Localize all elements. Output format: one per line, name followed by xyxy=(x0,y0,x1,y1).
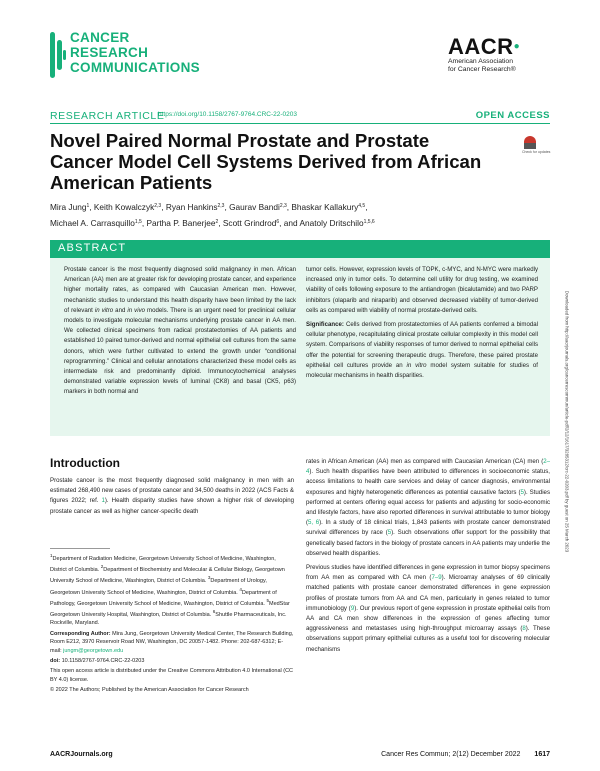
open-access-badge: OPEN ACCESS xyxy=(475,110,550,121)
introduction-paragraph-1: Prostate cancer is the most frequently diagnosed solid malignancy in men with an estimated 268,490 new cases of prostate cancer and 34,500 deaths in 2022 (ACS Facts & figures 2022; ref. 1). Health disparity studies have shown a higher risk of developing prostate cancer as well as higher cancer-specific death xyxy=(50,477,294,515)
significance-paragraph: Significance: Cells derived from prostatectomies of AA patients conferred a bimodal cellular phenotype, recapitulating clinical prostate cellular complexity in this model cell system. Comparisons of viability responses of tumor derived to normal epithelial cells offer the potential for screening therapeutic drugs. Therefore, these paired prostate epithelial cell cultures provide an in vitro model system suitable for studies of molecular mechanisms in health disparities. xyxy=(306,321,538,380)
body-column-2 xyxy=(306,457,550,659)
journal-name-line-3: COMMUNICATIONS xyxy=(70,60,200,75)
affiliations: $^1$Department of Radiation Medicine, Georgetown University School of Medicine, Washington, District of Columbia. $^2$Department of Biochemistry and Molecular & Cellular Biology, Georgetown University School of Medicine, Washington, District of Columbia. $^3$Department of Urology, Georgetown University School of Medicine, Washington, District of Columbia. $^4$Department of Pathology, Georgetown University School of Medicine, Washington, District of Columbia. $^5$MedStar Georgetown University Hospital, Washington, District of Columbia. $^6$Shuttle Pharmaceuticals, Inc. Rockville, Maryland. xyxy=(50,553,290,627)
reference-link[interactable]: 1 xyxy=(101,497,105,505)
journal-logo-mark-icon xyxy=(50,32,66,78)
footer-site[interactable]: AACRJournals.org xyxy=(50,751,113,758)
doi-footnote: doi: 10.1158/2767-9764.CRC-22-0203 xyxy=(50,658,145,665)
download-watermark xyxy=(561,205,569,645)
license-note: This open access article is distributed under the Creative Commons Attribution 4.0 International (CC BY 4.0) license. xyxy=(50,668,294,683)
reference-link[interactable]: 5, 6 xyxy=(308,519,320,527)
journal-name-line-1: CANCER xyxy=(70,30,130,45)
introduction-heading: Introduction xyxy=(50,456,120,470)
publisher-name-line-1: American Association xyxy=(448,58,513,65)
email-link[interactable]: jungm@georgetown.edu xyxy=(63,647,124,654)
page-number: 1617 xyxy=(534,751,550,758)
citation-text: Cancer Res Commun; 2(12) December 2022 xyxy=(381,751,521,758)
reference-link[interactable]: 9 xyxy=(350,604,355,612)
reference-link[interactable]: 7–9 xyxy=(431,574,442,582)
download-note-text: Downloaded from http://aacrjournals.org/cancerrescommun/article-pdf/2/12/1617/3285312/crc-22-0203.pdf by guest on 25 March 2023 xyxy=(564,290,570,553)
abstract-column-2 xyxy=(306,265,538,385)
footnotes xyxy=(50,548,294,697)
footnote-rule xyxy=(50,548,110,549)
abstract-column-1: Prostate cancer is the most frequently diagnosed solid malignancy in men. African American (AA) men are at greater risk for developing prostate cancer, and experience higher mortality rates, as compared with Caucasian American men. However, mechanistic studies to understand this health disparity have been limited by the lack of relevant in vitro and in vivo models. There is an urgent need for preclinical cellular models to investigate molecular mechanisms underlying prostate cancer in AA men. We collected clinical specimens from radical prostatectomies of AA patients and established 10 paired tumor-derived and normal epithelial cell cultures from the same donors, which were further cultivated to extend the growth under “conditional reprogramming.” Clinical and cellular annotations characterized these model cells as intermediate risk and predominantly diploid. Immunocytochemical analyses demonstrated variable expression levels of luminal (CK8) and basal (CK5, p63) markers in both normal and xyxy=(64,266,296,396)
article-title: Novel Paired Normal Prostate and Prostate Cancer Model Cell Systems Derived from African American Patients xyxy=(50,130,482,193)
crossmark-icon[interactable] xyxy=(524,136,536,149)
reference-link[interactable]: 8 xyxy=(522,625,526,633)
corresponding-author: Corresponding Author: Mira Jung, Georgetown University Medical Center, The Research Building, Room E212, 3970 Reservoir Road NW, Washington, DC 20057-1482. Phone: 202-687-6312; E-mail: jungm@georgetown.edu xyxy=(50,630,294,654)
publisher-logo xyxy=(448,36,540,74)
header-rule xyxy=(50,123,550,124)
reference-link[interactable]: 5 xyxy=(520,488,524,496)
abstract-paragraph: tumor cells. However, expression levels of TOPK, c-MYC, and N-MYC were markedly increased only in tumor cells. To determine cell utility for drug testing, we examined viability of cells following exposure to the antiandrogen (bicalutamide) and two PARP inhibitors (olaparib and niraparib) and observed decreased viability of tumor-derived cells as compared with viability of normal prostate-derived cells. xyxy=(306,266,538,314)
footer-citation xyxy=(381,751,550,758)
doi-link[interactable]: https://doi.org/10.1158/2767-9764.CRC-22-0203 xyxy=(158,111,298,118)
crossmark-label: Check for updates xyxy=(522,150,551,154)
journal-logo xyxy=(50,30,200,85)
journal-name-line-2: RESEARCH xyxy=(70,45,149,60)
copyright-note: © 2022 The Authors; Published by the American Association for Cancer Research xyxy=(50,687,249,694)
author-list: Mira Jung$^1$, Keith Kowalczyk$^{2,3}$, Ryan Hankins$^{2,3}$, Gaurav Bandi$^{2,3}$, Bhaskar Kallakury$^{4,5}$, Michael A. Carrasquillo$^{1,5}$, Partha P. Banerjee$^2$, Scott Grindrod$^6$, and Anatoly Dritschilo$^{1,5,6}$ xyxy=(50,202,375,228)
abstract-heading: ABSTRACT xyxy=(58,242,127,254)
logo-dot-icon: ● xyxy=(513,41,521,52)
body-paragraph: rates in African American (AA) men as compared with Caucasian American (CA) men (2–4). Such health disparities have been attributed to differences in socioeconomic status, access limitations to health care services and delay of cancer diagnosis, environmental exposures and highly heterogenetic differences as potential causative factors (5). Studies performed at centers offering equal access for patients and adjusting for socio-economic and lifestyle factors, have also reported differences in survival attributable to tumor biology (5, 6). In a study of 18 clinical trials, 1,843 patients with prostate cancer demonstrated survival differences by race (5). Such observations offer support for the possibility that genetically based factors in the biology of prostate cancers in AA patients may underlie the observed health disparities. xyxy=(306,458,551,557)
publisher-name-line-2: for Cancer Research® xyxy=(448,66,516,73)
publisher-acronym: AACR● xyxy=(448,34,521,59)
journal-name xyxy=(70,30,200,75)
body-paragraph: Previous studies have identified differences in gene expression in tumor biopsy specimens from AA men as compared with CA men (7–9). Microarray analyses of 69 clinically matched patients with prostate cancer demonstrated differences in gene expression profiles of prostate tumors from AA and CA men, particularly in genes related to tumor immunobiology (9). Our previous report of gene expression in prostate epithelial cells from AA and CA men show differences in the expression of genes affecting tumor aggressiveness and metastases using high-throughput microarray assays (8). These observations support primary epithelial cultures as a useful tool for discovering molecular mechanisms xyxy=(306,564,550,653)
reference-link[interactable]: 5 xyxy=(387,529,392,537)
article-type: RESEARCH ARTICLE xyxy=(50,110,165,122)
reference-link[interactable]: 2–4 xyxy=(306,458,550,476)
